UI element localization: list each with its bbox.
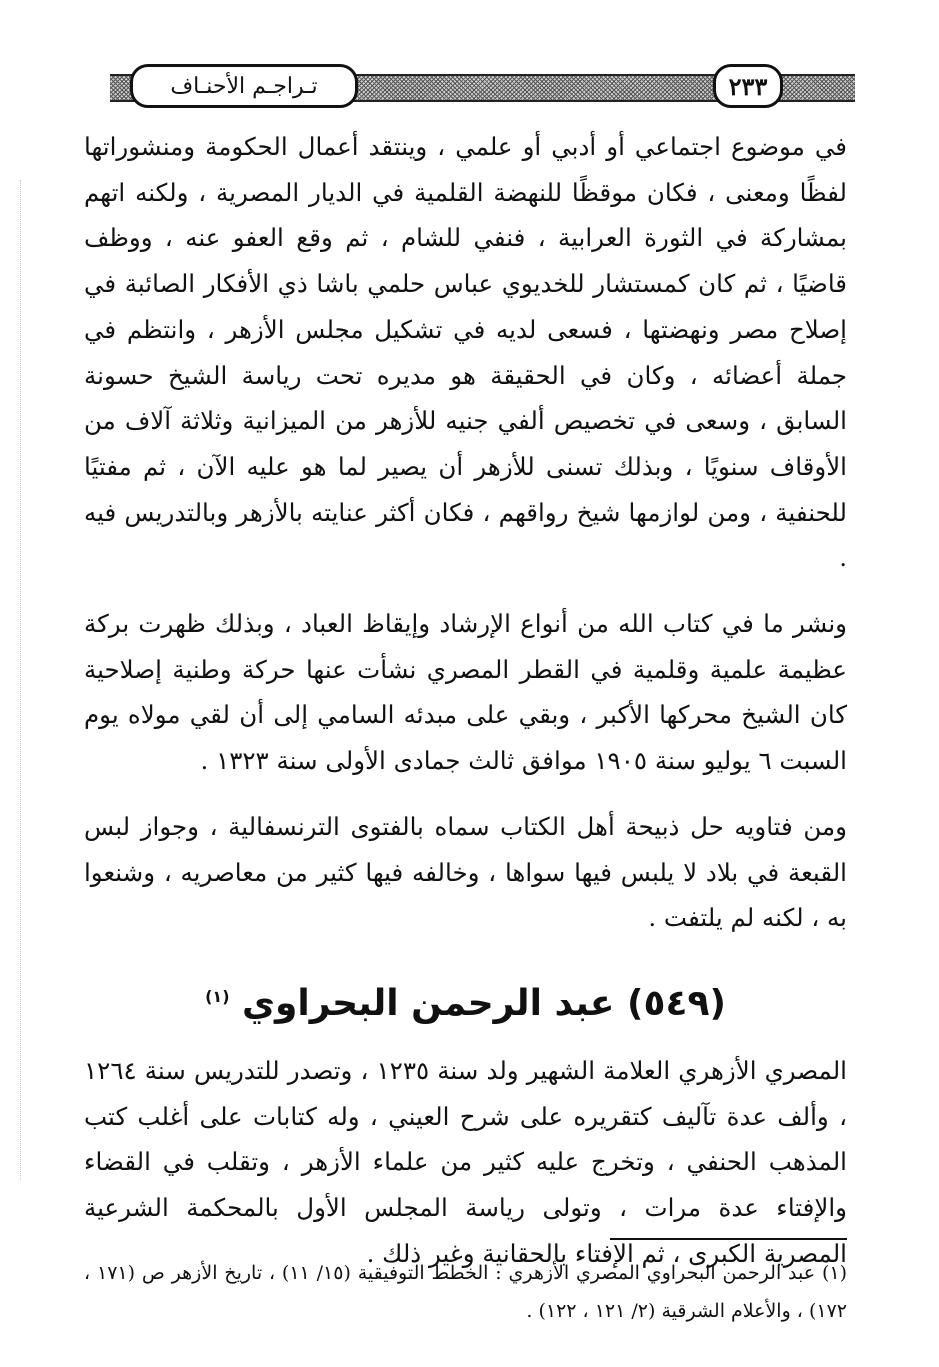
running-title: تـراجـم الأحنـاف [130, 64, 358, 108]
entry-body: المصري الأزهري العلامة الشهير ولد سنة ١٢٣٥ ، وتصدر للتدريس سنة ١٢٦٤ ، وألف عدة تآليف كتقريره على شرح العيني ، وله كتابات على أغلب كتب المذهب الحنفي ، وتخرج عليه كثير من علماء الأزهر ، وتقلب في القضاء والإفتاء عدة مرات ، وتولى رياسة المجلس الأول بالمحكمة الشرعية المصرية الكبرى ، ثم الإفتاء بالحقانية وغير ذلك . [84, 1055, 847, 1268]
footnote-reference: (١) [205, 986, 230, 1006]
main-text [84, 124, 847, 1276]
paragraph-1: في موضوع اجتماعي أو أدبي أو علمي ، وينتقد أعمال الحكومة ومنشوراتها لفظًا ومعنى ، فكان موقظًا للنهضة القلمية في الديار المصرية ، ولكنه اتهم بمشاركة في الثورة العرابية ، فنفي للشام ، ثم وقع العفو عنه ، ووظف قاضيًا ، ثم كان كمستشار للخديوي عباس حلمي باشا ذي الأفكار الصائبة في إصلاح مصر ونهضتها ، فسعى لديه في تشكيل مجلس الأزهر ، وانتظم في جملة أعضائه ، وكان في الحقيقة هو مديره تحت رياسة الشيخ حسونة السابق ، وسعى في تخصيص ألفي جنيه للأزهر من الميزانية وثلاثة آلاف من الأوقاف سنويًا ، وبذلك تسنى للأزهر أن يصير لما هو عليه الآن ، ثم مفتيًا للحنفية ، ومن لوازمها شيخ رواقهم ، فكان أكثر عنايته بالأزهر وبالتدريس فيه . [84, 132, 847, 573]
page-header [110, 58, 855, 114]
paragraph-3: ومن فتاويه حل ذبيحة أهل الكتاب سماه بالفتوى الترنسفالية ، وجواز لبس القبعة في بلاد لا يلبس فيها سواها ، وخالفه فيها كثير من معاصريه ، وشنعوا به ، لكنه لم يلتفت . [84, 811, 847, 933]
entry-heading [84, 967, 847, 1034]
entry-heading-text: (٥٤٩) عبد الرحمن البحراوي [242, 982, 726, 1024]
page-number: ٢٣٣ [713, 64, 783, 108]
footnote-separator [610, 1238, 847, 1240]
margin-dots [20, 180, 23, 1180]
footnote: (١) عبد الرحمن البحراوي المصري الأزهري : الخطط التوفيقية (١٥/ ١١) ، تاريخ الأزهر ص (١٧١ ، ١٧٢) ، والأعلام الشرقية (٢/ ١٢١ ، ١٢٢) . [84, 1262, 847, 1322]
paragraph-2: ونشر ما في كتاب الله من أنواع الإرشاد وإيقاظ العباد ، وبذلك ظهرت بركة عظيمة علمية وقلمية في القطر المصري نشأت عنها حركة وطنية إصلاحية كان الشيخ محركها الأكبر ، وبقي على مبدئه السامي إلى أن لقي مولاه يوم السبت ٦ يوليو سنة ١٩٠٥ موافق ثالث جمادى الأولى سنة ١٣٢٣ . [84, 609, 847, 776]
